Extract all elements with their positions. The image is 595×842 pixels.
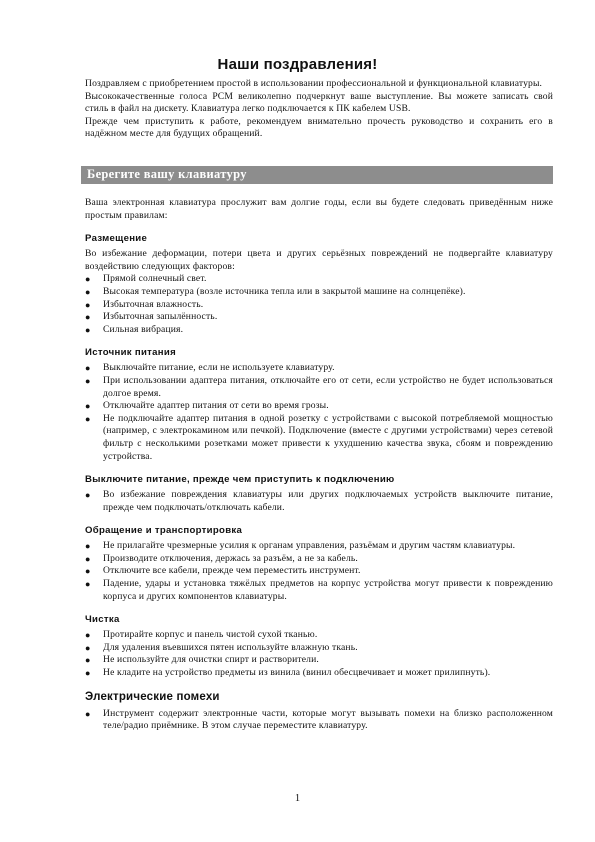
list-item: ● При использовании адаптера питания, отключайте его от сети, если устройство не будет использоваться долгое время. xyxy=(85,374,553,399)
bullet-icon: ● xyxy=(85,553,91,564)
list-item: ● Отключите все кабели, прежде чем переместить инструмент. xyxy=(85,565,361,577)
list-item: ● Не кладите на устройство предметы из винила (винил обесцвечивает и может прилипнуть). xyxy=(85,667,491,679)
bullet-icon: ● xyxy=(85,541,91,552)
intro-block xyxy=(85,78,553,141)
bullet-icon: ● xyxy=(85,401,91,412)
power-list xyxy=(85,362,553,463)
section-heading-interference: Электрические помехи xyxy=(85,690,220,703)
list-item: ● Инструмент содержит электронные части, которые могут вызывать помехи на близко расположенном теле/радио приёмнике. В этом случае переместите клавиатуру. xyxy=(85,707,553,732)
care-content xyxy=(85,197,553,733)
bullet-icon: ● xyxy=(85,363,91,374)
section-heading-power-off: Выключите питание, прежде чем приступить к подключению xyxy=(85,474,395,486)
bullet-icon: ● xyxy=(85,630,91,641)
list-item: ● Избыточная запылённость. xyxy=(85,311,218,323)
interference-list xyxy=(85,708,553,733)
list-item: ● Не прилагайте чрезмерные усилия к органам управления, разъёмам и другим частям клавиатуры. xyxy=(85,540,516,552)
bullet-icon: ● xyxy=(85,375,91,386)
intro-paragraph: Поздравляем с приобретением простой в использовании профессиональной и функциональной клавиатуры. xyxy=(85,78,543,89)
list-item: ● Не используйте для очистки спирт и растворители. xyxy=(85,654,319,666)
intro-paragraph: Высококачественные голоса PCM великолепно подчеркнут ваше выступление. Вы можете записать свой стиль в файл на дискету. Клавиатура легко подключается к ПК кабелем USB. xyxy=(85,90,553,115)
list-item: ● Сильная вибрация. xyxy=(85,323,184,335)
bullet-icon: ● xyxy=(85,566,91,577)
bullet-icon: ● xyxy=(85,708,91,719)
section-banner xyxy=(81,166,553,184)
bullet-icon: ● xyxy=(85,642,91,653)
list-item: ● Производите отключения, держась за разъём, а не за кабель. xyxy=(85,552,358,564)
bullet-icon: ● xyxy=(85,324,91,335)
page-number: 1 xyxy=(294,793,301,804)
handling-list xyxy=(85,540,553,603)
cleaning-list xyxy=(85,629,553,679)
placement-list xyxy=(85,273,553,336)
bullet-icon: ● xyxy=(85,274,91,285)
power-off-list xyxy=(85,489,553,514)
page-title: Наши поздравления! xyxy=(217,56,378,73)
list-item: ● Прямой солнечный свет. xyxy=(85,273,207,285)
bullet-icon: ● xyxy=(85,312,91,323)
list-item: ● Не подключайте адаптер питания в одной розетку с устройствами с высокой потребляемой мощностью (например, с электрокамином или печкой). Подключение (вместе с другими устройствами) через сетевой фильтр с несколькими розетками может привести к ухудшению качества звука, сбоям и повреждению устройства. xyxy=(85,412,553,462)
list-item: ● Во избежание повреждения клавиатуры или других подключаемых устройств выключите питание, прежде чем подключать/отключать кабели. xyxy=(85,489,553,513)
list-item: ● Выключайте питание, если не используете клавиатуру. xyxy=(85,362,335,374)
list-item: ● Падение, удары и установка тяжёлых предметов на корпус устройства могут привести к повреждению корпуса и других компонентов клавиатуры. xyxy=(85,578,553,602)
list-item: ● Протирайте корпус и панель чистой сухой тканью. xyxy=(85,629,318,641)
bullet-icon: ● xyxy=(85,413,91,424)
list-item: ● Отключайте адаптер питания от сети во время грозы. xyxy=(85,400,329,412)
section-heading-handling: Обращение и транспортировка xyxy=(85,525,243,537)
intro-paragraph: Прежде чем приступить к работе, рекомендуем внимательно прочесть руководство и сохранить его в надёжном месте для будущих обращений. xyxy=(85,115,553,140)
section-banner-title: Берегите вашу клавиатуру xyxy=(87,167,247,181)
bullet-icon: ● xyxy=(85,299,91,310)
section-heading-placement: Размещение xyxy=(85,233,148,245)
section-heading-cleaning: Чистка xyxy=(85,614,120,626)
care-intro-text: Ваша электронная клавиатура прослужит вам долгие годы, если вы будете следовать приведённым ниже простым правилам: xyxy=(85,197,553,221)
bullet-icon: ● xyxy=(85,490,91,501)
bullet-icon: ● xyxy=(85,655,91,666)
placement-text: Во избежание деформации, потери цвета и других серьёзных повреждений не подвергайте клавиатуру воздействию следующих факторов: xyxy=(85,248,553,272)
bullet-icon: ● xyxy=(85,286,91,297)
bullet-icon: ● xyxy=(85,579,91,590)
list-item: ● Высокая температура (возле источника тепла или в закрытой машине на солнцепёке). xyxy=(85,285,466,297)
bullet-icon: ● xyxy=(85,668,91,679)
section-heading-power: Источник питания xyxy=(85,347,176,359)
list-item: ● Для удаления въевшихся пятен используйте влажную ткань. xyxy=(85,641,358,653)
list-item: ● Избыточная влажность. xyxy=(85,298,204,310)
